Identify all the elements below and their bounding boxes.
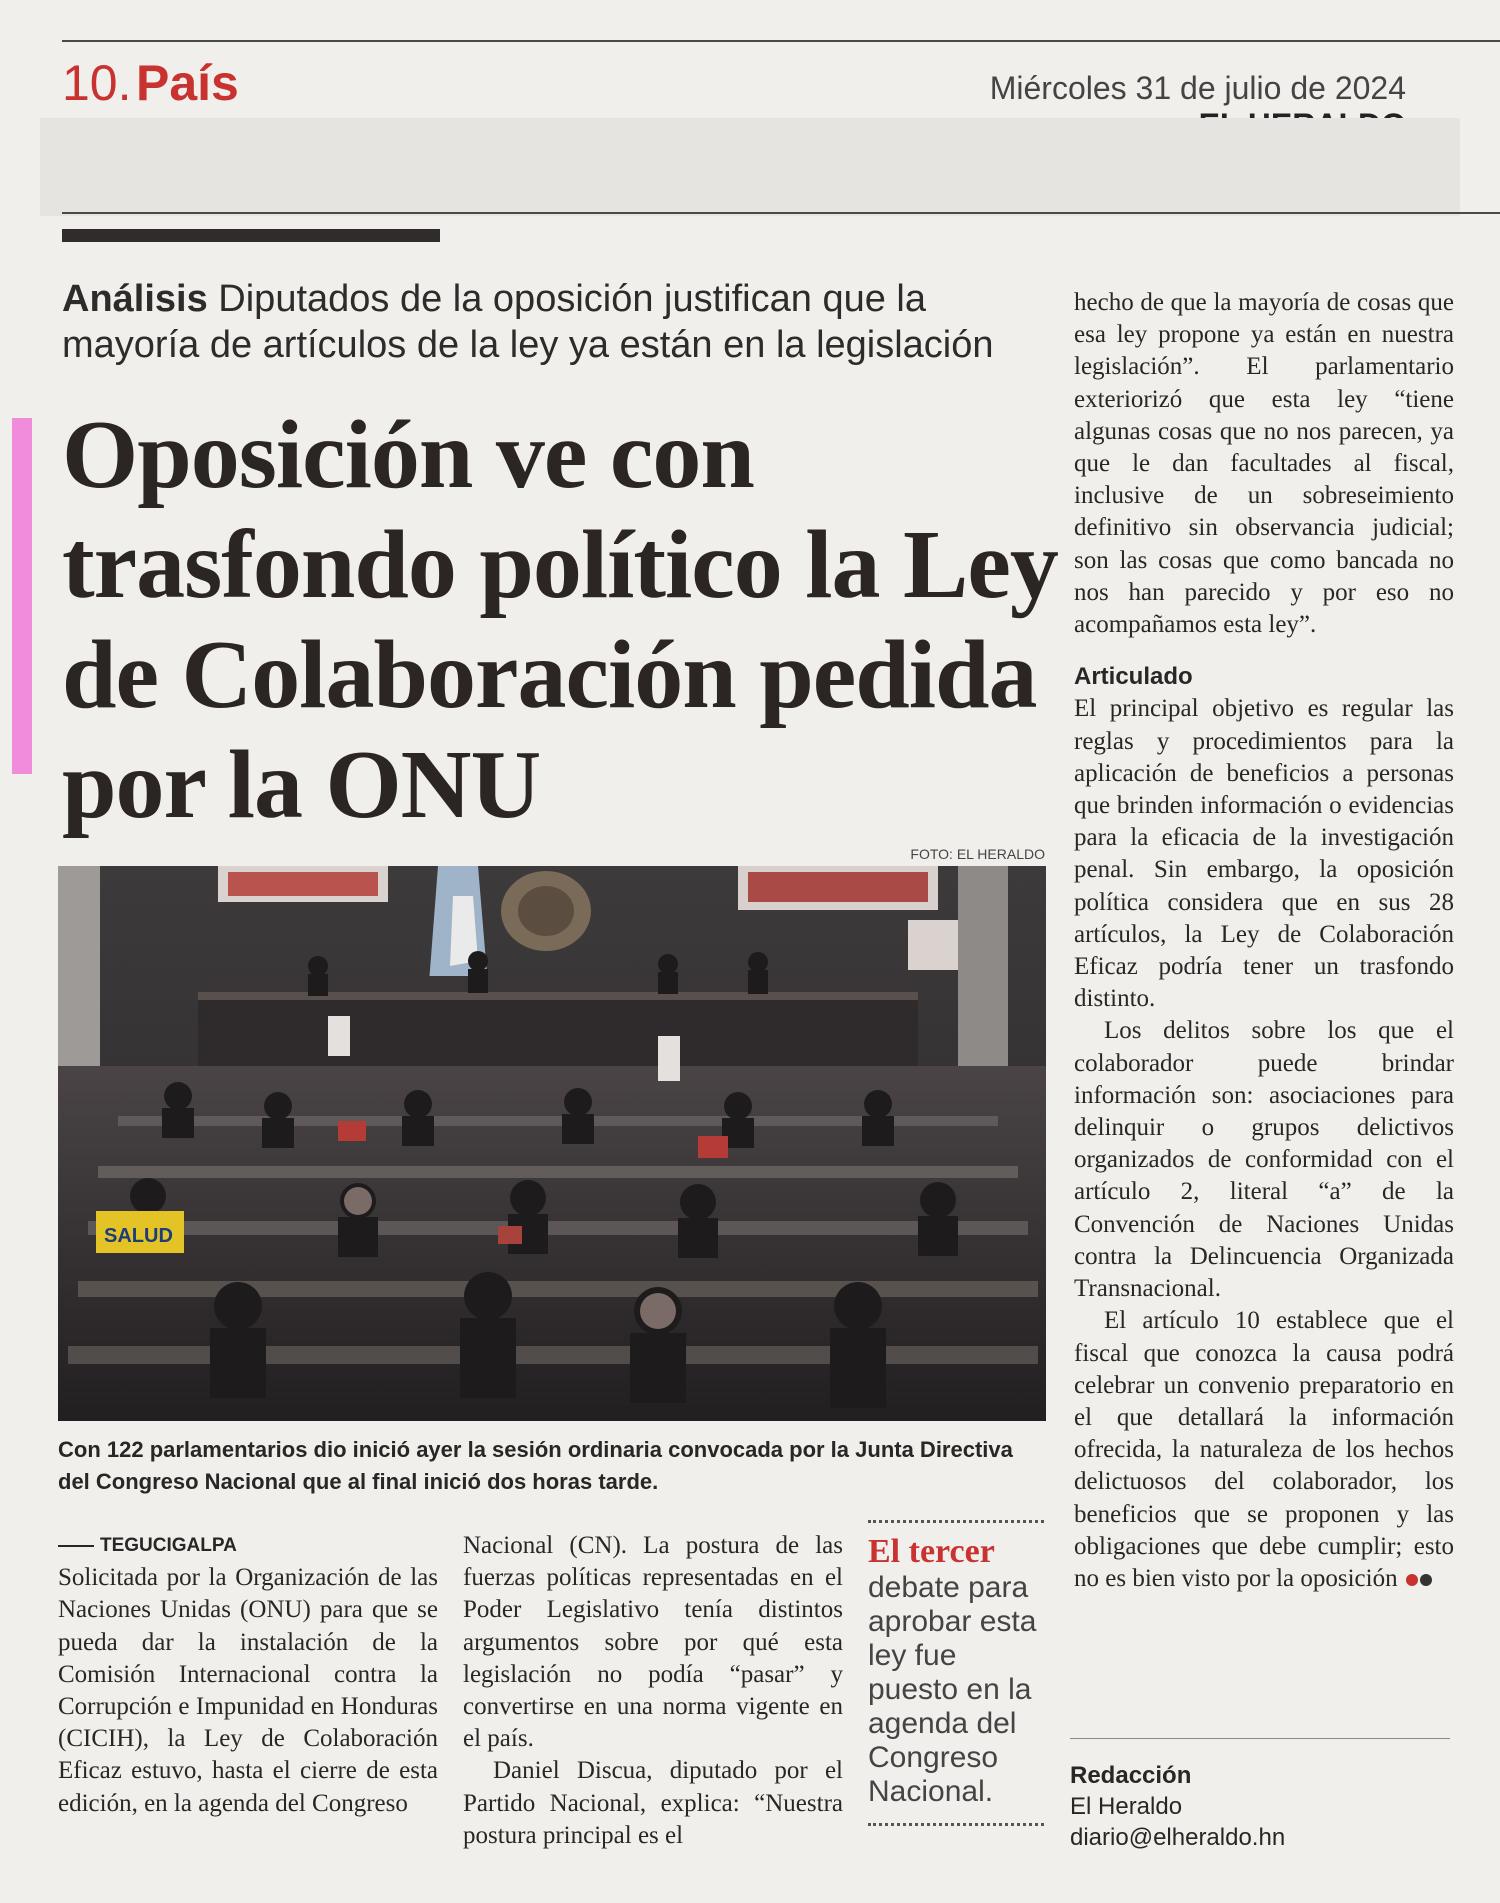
pull-quote-text: debate para aprobar esta ley fue puesto en la agenda del Congreso Nacional. — [868, 1571, 1037, 1808]
subhead-articulado: Articulado — [1074, 663, 1193, 691]
dateline-text: TEGUCIGALPA — [100, 1535, 237, 1556]
body-paragraph-1a: Solicitada por la Organización de las Naciones Unidas (ONU) para que se pueda dar la instalación de la Comisión Internacional contra la Corrupción e Impunidad en Honduras (CICIH), la Ley de Colaboración Eficaz estuvo, hasta el cierre de esta edición, en la agenda del Congreso — [58, 1564, 438, 1817]
body-paragraph-2a: Daniel Discua, diputado por el Partido Nacional, explica: “Nuestra postura principal es el — [463, 1757, 843, 1849]
top-rule — [62, 40, 1500, 42]
body-column-2 — [463, 1530, 843, 1852]
bleed-through-band — [40, 118, 1460, 216]
body-column-3 — [1074, 287, 1454, 1595]
headline: Oposición ve con trasfondo político la Ley de Colaboración pedida por la ONU — [62, 401, 1058, 839]
byline — [1070, 1760, 1450, 1853]
end-mark-dot-dark — [1420, 1574, 1432, 1586]
kicker — [62, 276, 1052, 368]
body-paragraph-3: El principal objetivo es regular las reglas y procedimientos para la aplicación de beneficios a personas que brinden información o evidencias para la eficacia de la investigación penal. Sin embargo, la oposición política considera que en sus 28 artículos, la Ley de Colaboración Eficaz podría tener un trasfondo distinto. — [1074, 695, 1454, 1013]
pull-quote-bottom-rule — [868, 1823, 1044, 1826]
byline-name: El Heraldo — [1070, 1793, 1183, 1820]
header-rule — [62, 212, 1500, 214]
body-paragraph-4: Los delitos sobre los que el colaborador puede brindar información son: asociaciones para delinquir o grupos delictivos organizados de conformidad con el artículo 2, literal “a” de la Convención de Naciones Unidas contra la Delincuencia Organizada Transnacional. — [1074, 1017, 1454, 1303]
section-name: País — [136, 55, 239, 111]
photo-caption: Con 122 parlamentarios dio inició ayer la sesión ordinaria convocada por la Junta Directiva del Congreso Nacional que al final inició dos horas tarde. — [58, 1437, 1013, 1494]
section-bar — [62, 229, 440, 242]
body-paragraph-2b: hecho de que la mayoría de cosas que esa ley propone ya están en nuestra legislación”. El parlamentario exteriorizó que esta ley “tiene algunas cosas que no nos parecen, ya que le dan facultades al fiscal, inclusive de un sobreseimiento definitivo sin observancia judicial; son las cosas que como bancada no nos han parecido y por eso no acompañamos esta ley”. — [1074, 289, 1454, 639]
dateline-rule — [58, 1545, 94, 1547]
body-column-1 — [58, 1530, 438, 1820]
congress-photo-illustration — [58, 866, 1046, 1421]
kicker-text: Diputados de la oposición justifican que la mayoría de artículos de la ley ya están en la legislación — [62, 278, 994, 366]
kicker-label: Análisis — [62, 278, 208, 320]
byline-rule — [1070, 1738, 1450, 1739]
pull-quote — [868, 1520, 1044, 1826]
body-paragraph-5 — [1074, 1305, 1454, 1595]
highlighter-mark — [12, 418, 32, 774]
byline-role: Redacción — [1070, 1762, 1192, 1789]
pull-quote-lead: El tercer — [868, 1533, 995, 1570]
congress-photo — [58, 866, 1046, 1421]
edition-date: Miércoles 31 de julio de 2024 — [989, 70, 1406, 106]
body-paragraph-1b: Nacional (CN). La postura de las fuerzas políticas representadas en el Poder Legislativo tenía distintos argumentos sobre por qué esta legislación no podía “pasar” y convertirse en una norma vigente en el país. — [463, 1532, 843, 1753]
body-paragraph-5-text: El artículo 10 establece que el fiscal que conozca la causa podrá celebrar un convenio preparatorio en el que detallará la información ofrecida, la naturaleza de los hechos delictuosos del colaborador, los beneficios que se proponen y las obligaciones que debe cumplir; esto no es bien visto por la oposición — [1074, 1307, 1454, 1592]
dateline — [58, 1530, 438, 1562]
photo-credit: FOTO: EL HERALDO — [910, 846, 1045, 862]
salud-sign-text: SALUD — [104, 1225, 173, 1247]
page-number: 10. — [62, 55, 132, 111]
pull-quote-top-rule — [868, 1520, 1044, 1523]
end-mark-dot-red — [1406, 1574, 1418, 1586]
byline-email[interactable]: diario@elheraldo.hn — [1070, 1824, 1286, 1851]
